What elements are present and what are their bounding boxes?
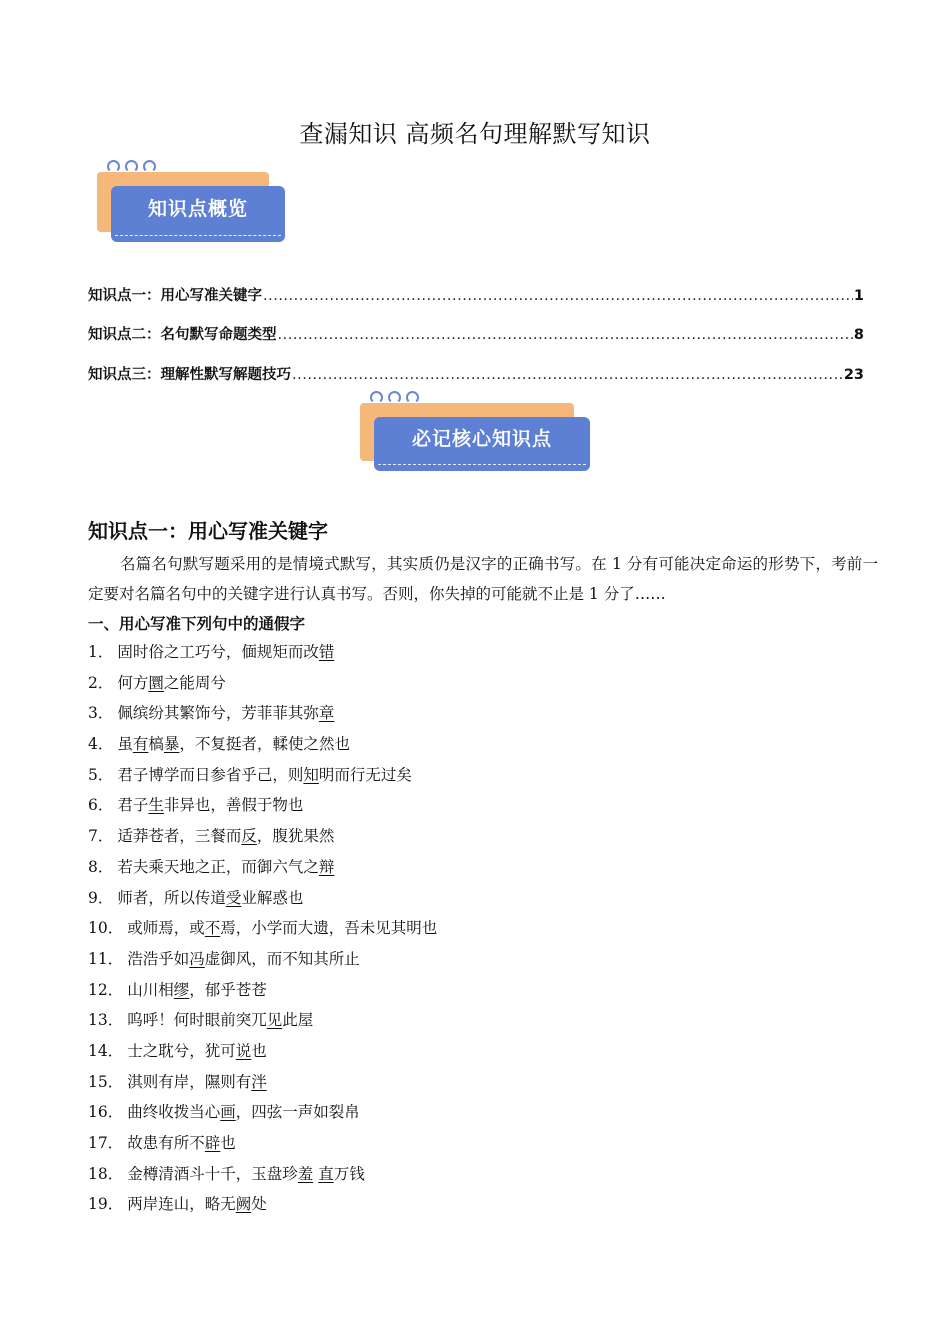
sentence-text: 士之耽兮，犹可 xyxy=(127,1041,236,1060)
key-character: 生 xyxy=(148,796,164,815)
sentence-text: 焉，小学而大遗，吾未见其明也 xyxy=(220,919,438,938)
sentence-text: 明而行无过矣 xyxy=(318,765,412,784)
list-item xyxy=(88,1128,437,1159)
sentence-text: 浩浩乎如 xyxy=(127,949,190,968)
list-item-number: 14． xyxy=(88,1041,124,1060)
list-item xyxy=(88,1097,437,1128)
key-character: 说 xyxy=(235,1041,252,1060)
key-character: 圜 xyxy=(148,673,164,692)
list-item-number: 7． xyxy=(88,827,114,846)
sentence-text: 适莽苍者，三餐而 xyxy=(117,827,242,846)
list-item xyxy=(88,821,437,852)
core-badge-label: 必记核心知识点 xyxy=(411,428,552,450)
list-item-number: 1． xyxy=(88,643,114,661)
list-item xyxy=(88,913,437,944)
sentence-text: 曲终收拨当心 xyxy=(127,1103,221,1122)
list-item-number: 10． xyxy=(88,919,124,938)
page-title: 查漏知识 高频名句理解默写知识 xyxy=(299,120,651,148)
sentence-text: 何方 xyxy=(117,673,149,692)
sentence-text: 或师焉，或 xyxy=(127,919,205,938)
list-item xyxy=(88,698,437,729)
toc-entry-2[interactable] xyxy=(88,323,864,344)
sentence-text: 佩缤纷其繁饰兮，芳菲菲其弥 xyxy=(117,704,319,723)
sentence-text: 金樽清酒斗十千，玉盘珍 xyxy=(127,1164,298,1183)
sentence-text: 两岸连山，略无 xyxy=(127,1195,236,1214)
list-item-number: 19． xyxy=(88,1195,124,1214)
list-item xyxy=(88,852,437,883)
list-item-number: 9． xyxy=(88,888,114,907)
toc-entry-page: 8 xyxy=(853,327,864,343)
list-item-number: 11． xyxy=(88,949,124,968)
sentence-list xyxy=(88,637,437,1220)
list-item-number: 17． xyxy=(88,1134,124,1152)
sentence-text: 槁 xyxy=(148,735,164,754)
list-item-number: 18． xyxy=(88,1164,124,1183)
sentence-text: ，不复挺者，輮使之然也 xyxy=(179,735,350,754)
toc-entry-1[interactable] xyxy=(88,284,864,305)
sentence-text: 山川相 xyxy=(127,980,174,999)
toc-leader-dots xyxy=(263,288,853,304)
list-item-number: 6． xyxy=(88,796,114,815)
sentence-text: ，腹犹果然 xyxy=(256,827,335,846)
list-item-number: 5． xyxy=(88,765,114,784)
list-item xyxy=(88,1036,437,1067)
key-character: 羞 xyxy=(297,1164,314,1183)
core-badge xyxy=(360,391,592,473)
sentence-text: 固时俗之工巧兮，偭规矩而改 xyxy=(117,643,319,661)
list-item-number: 4． xyxy=(88,735,114,754)
list-item xyxy=(88,1005,437,1036)
key-character: 缪 xyxy=(173,980,190,999)
sentence-text: 非异也，善假于物也 xyxy=(163,796,304,815)
sentence-text: 君子博学而日参省乎己，则 xyxy=(117,765,304,784)
key-character: 画 xyxy=(220,1103,236,1122)
sentence-text: 淇则有岸，隰则有 xyxy=(127,1072,252,1091)
sentence-text: 也 xyxy=(251,1041,267,1060)
overview-badge xyxy=(97,160,287,244)
key-character: 泮 xyxy=(251,1072,267,1091)
sentence-text: 虽 xyxy=(117,735,133,754)
key-character: 知 xyxy=(303,765,319,784)
sentence-text: 业解惑也 xyxy=(241,888,304,907)
toc-leader-dots xyxy=(292,367,843,383)
key-character: 反 xyxy=(241,827,257,846)
key-character: 章 xyxy=(318,704,335,723)
toc-entry-3[interactable] xyxy=(88,363,864,384)
key-character: 冯 xyxy=(189,949,205,968)
list-item xyxy=(88,668,437,699)
badge-front-panel xyxy=(111,186,285,242)
key-character: 阙 xyxy=(235,1195,252,1214)
sentence-text: 此屋 xyxy=(282,1011,314,1030)
badge-dashed-line xyxy=(115,235,281,236)
sentence-text: 呜呼！何时眼前突兀 xyxy=(127,1011,267,1030)
overview-badge-label: 知识点概览 xyxy=(147,198,248,220)
toc-entry-page: 23 xyxy=(843,367,864,383)
sentence-text: 处 xyxy=(251,1195,267,1214)
key-character: 有 xyxy=(132,735,149,754)
section-heading: 知识点一：用心写准关键字 xyxy=(88,519,328,543)
sentence-text: 师者，所以传道 xyxy=(117,888,226,907)
toc-entry-page: 1 xyxy=(853,288,864,304)
list-item-number: 2． xyxy=(88,673,114,692)
list-item xyxy=(88,944,437,975)
list-item xyxy=(88,790,437,821)
list-item xyxy=(88,760,437,791)
intro-paragraph: 名篇名句默写题采用的是情境式默写，其实质仍是汉字的正确书写。在 1 分有可能决定命运的形势下，考前一定要对名篇名句中的关键字进行认真书写。否则，你失掉的可能就不止是 1 分了…… xyxy=(88,555,878,603)
sentence-text: 君子 xyxy=(117,796,149,815)
list-item xyxy=(88,729,437,760)
sentence-text: 若夫乘天地之正，而御六气之 xyxy=(117,857,319,876)
list-item xyxy=(88,975,437,1006)
sentence-text: ，四弦一声如裂帛 xyxy=(235,1103,360,1122)
list-item xyxy=(88,883,437,914)
key-character: 不 xyxy=(204,919,221,938)
toc-entry-label: 知识点二：名句默写命题类型 xyxy=(88,327,277,343)
key-character: 受 xyxy=(225,888,242,907)
list-item xyxy=(88,1159,437,1190)
badge-front-panel xyxy=(374,417,590,471)
list-item-number: 16． xyxy=(88,1103,124,1122)
key-character: 暴 xyxy=(163,735,180,754)
sentence-text: 万钱 xyxy=(333,1164,365,1183)
sentence-text: 之能周兮 xyxy=(163,673,226,692)
list-item xyxy=(88,1189,437,1220)
key-character: 辩 xyxy=(318,857,335,876)
key-character: 错 xyxy=(318,643,335,661)
sentence-text: ，郁乎苍苍 xyxy=(189,980,267,999)
list-item-number: 15． xyxy=(88,1072,124,1091)
sentence-text: 故患有所不 xyxy=(127,1134,205,1152)
list-item-number: 13． xyxy=(88,1011,124,1030)
sentence-text: 也 xyxy=(220,1134,236,1152)
sentence-text: 虚御风，而不知其所止 xyxy=(204,949,360,968)
toc-entry-label: 知识点一：用心写准关键字 xyxy=(88,288,262,304)
toc-leader-dots xyxy=(278,327,853,343)
key-character: 辟 xyxy=(204,1134,221,1152)
subsection-heading: 一、用心写准下列句中的通假字 xyxy=(88,615,306,633)
toc-entry-label: 知识点三：理解性默写解题技巧 xyxy=(88,367,291,383)
list-item xyxy=(88,1067,437,1098)
badge-dashed-line xyxy=(378,464,586,465)
list-item-number: 12． xyxy=(88,980,124,999)
key-character: 见 xyxy=(266,1011,283,1030)
list-item xyxy=(88,637,437,668)
key-character: 直 xyxy=(318,1164,334,1183)
list-item-number: 8． xyxy=(88,857,114,876)
list-item-number: 3． xyxy=(88,704,114,723)
